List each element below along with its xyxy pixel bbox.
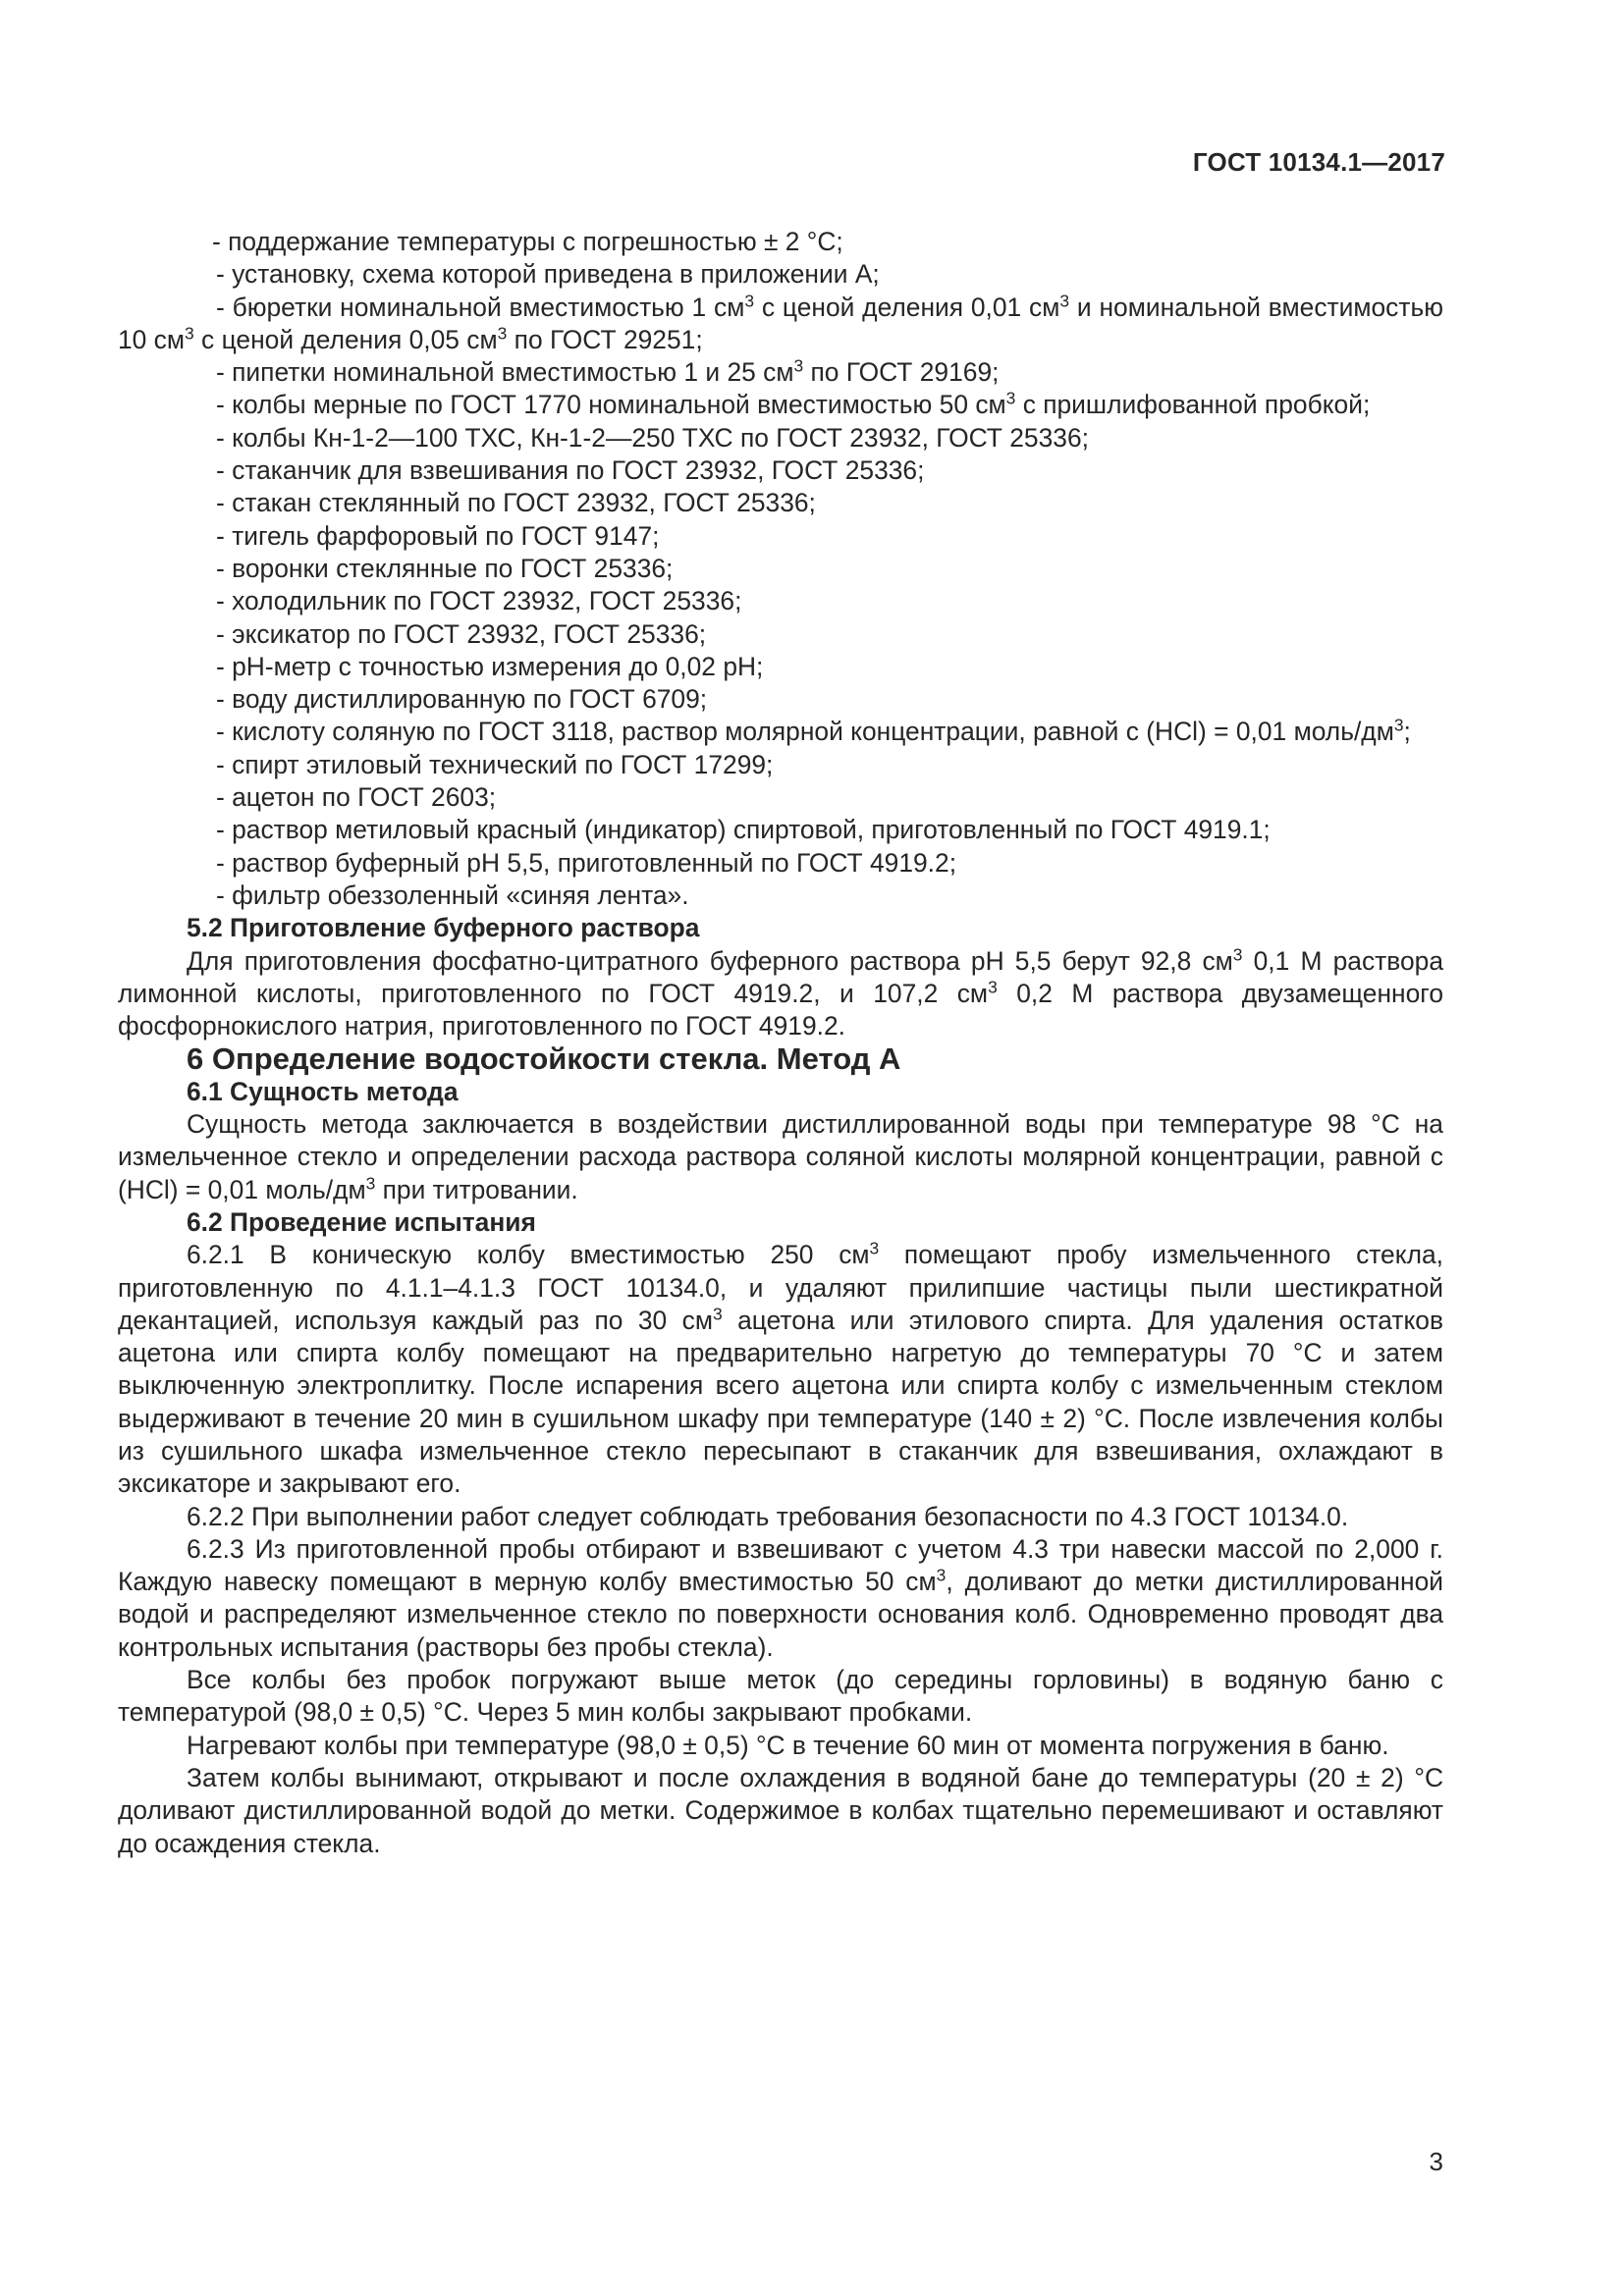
- section-paragraph: Затем колбы вынимают, открывают и после охлаждения в водяной бане до температуры (20 ± 2) °С доливают дистиллированной водой до метки. Содержимое в колбах тщательно перемешивают и оставляют до осаждения стекла.: [118, 1762, 1443, 1858]
- section-heading-5-2: 5.2 Приготовление буферного раствора: [187, 913, 700, 943]
- section-heading-6-1: 6.1 Сущность метода: [187, 1076, 459, 1106]
- document-header: ГОСТ 10134.1—2017: [1192, 147, 1445, 177]
- document-body: [118, 226, 1443, 1860]
- page-number: 3: [1429, 2147, 1443, 2176]
- list-item: - колбы Кн-1-2—100 ТХС, Кн-1-2—250 ТХС по ГОСТ 23932, ГОСТ 25336;: [216, 422, 1089, 453]
- list-item: - стаканчик для взвешивания по ГОСТ 23932, ГОСТ 25336;: [216, 455, 925, 486]
- section-paragraph: Нагревают колбы при температуре (98,0 ± 0,5) °С в течение 60 мин от момента погружения в баню.: [187, 1730, 1389, 1760]
- list-item: - холодильник по ГОСТ 23932, ГОСТ 25336;: [216, 586, 742, 616]
- list-item: - ацетон по ГОСТ 2603;: [216, 782, 497, 813]
- section-paragraph: Все колбы без пробок погружают выше меток (до середины горловины) в водяную баню с температурой (98,0 ± 0,5) °С. Через 5 мин колбы закрывают пробками.: [118, 1665, 1443, 1728]
- list-item: - стакан стеклянный по ГОСТ 23932, ГОСТ 25336;: [216, 488, 816, 518]
- list-item: - воронки стеклянные по ГОСТ 25336;: [216, 553, 674, 583]
- list-item: - поддержание температуры с погрешностью ± 2 °С;: [212, 227, 843, 256]
- section-paragraph: Сущность метода заключается в воздействии дистиллированной воды при температуре 98 °С на измельченное стекло и определении расхода раствора соляной кислоты молярной концентрации, равной c (HCl) = 0,01 моль/$дм^3$ при титровании.: [118, 1109, 1443, 1204]
- section-paragraph: 6.2.1 В коническую колбу вместимостью 250 $см^3$ помещают пробу измельченного стекла, приготовленную по 4.1.1–4.1.3 ГОСТ 10134.0, и удаляют прилипшие частицы пыли шестикратной декантацией, используя каждый раз по 30 $см^3$ ацетона или этилового спирта. Для удаления остатков ацетона или спирта колбу помещают на предварительно нагретую до температуры 70 °С и затем выключенную электроплитку. После испарения всего ацетона или спирта колбу с измельченным стеклом выдерживают в течение 20 мин в сушильном шкафу при температуре (140 ± 2) °С. После извлечения колбы из сушильного шкафа измельченное стекло пересыпают в стаканчик для взвешивания, охлаждают в эксикаторе и закрывают его.: [118, 1238, 1443, 1499]
- list-item: - спирт этиловый технический по ГОСТ 17299;: [216, 749, 774, 779]
- list-item: - воду дистиллированную по ГОСТ 6709;: [216, 684, 708, 715]
- section-paragraph: Для приготовления фосфатно-цитратного буферного раствора pH 5,5 берут 92,8 $см^3$ 0,1 М раствора лимонной кислоты, приготовленного по ГОСТ 4919.2, и 107,2 $см^3$ 0,2 М раствора двузамещенного фосфорнокислого натрия, приготовленного по ГОСТ 4919.2.: [118, 943, 1443, 1041]
- list-item: - раствор буферный pH 5,5, приготовленный по ГОСТ 4919.2;: [216, 847, 957, 878]
- list-item: - тигель фарфоровый по ГОСТ 9147;: [216, 520, 660, 551]
- list-item: - кислоту соляную по ГОСТ 3118, раствор молярной концентрации, равной c (HCl) = 0,01 моль/$дм^3$;: [216, 715, 1411, 747]
- list-item: - пипетки номинальной вместимостью 1 и 25 $см^3$ по ГОСТ 29169;: [216, 355, 1000, 388]
- section-paragraph: 6.2.3 Из приготовленной пробы отбирают и взвешивают с учетом 4.3 три навески массой по 2,000 г. Каждую навеску помещают в мерную колбу вместимостью 50 $см^3$, доливают до метки дистиллированной водой и распределяют измельченное стекло по поверхности основания колб. Одновременно проводят два контрольных испытания (растворы без пробы стекла).: [118, 1533, 1444, 1662]
- section-heading-6: 6 Определение водостойкости стекла. Метод А: [187, 1041, 901, 1077]
- list-item: - колбы мерные по ГОСТ 1770 номинальной вместимостью 50 $см^3$ с пришлифованной пробкой;: [216, 388, 1371, 420]
- section-paragraph: 6.2.2 При выполнении работ следует соблюдать требования безопасности по 4.3 ГОСТ 10134.0.: [187, 1501, 1349, 1531]
- list-item: - pH-метр с точностью измерения до 0,02 pH;: [216, 651, 764, 681]
- list-item: - установку, схема которой приведена в приложении А;: [216, 259, 880, 290]
- list-item: - эксикатор по ГОСТ 23932, ГОСТ 25336;: [216, 618, 707, 649]
- list-item: - фильтр обеззоленный «синяя лента».: [216, 880, 689, 910]
- list-item: - бюретки номинальной вместимостью 1 $см^3$ с ценой деления 0,01 $см^3$ и номинальной вместимостью 10 $см^3$ с ценой деления 0,05 $см^3$ по ГОСТ 29251;: [118, 291, 1443, 354]
- list-item: - раствор метиловый красный (индикатор) спиртовой, приготовленный по ГОСТ 4919.1;: [216, 815, 1271, 845]
- section-heading-6-2: 6.2 Проведение испытания: [187, 1206, 536, 1237]
